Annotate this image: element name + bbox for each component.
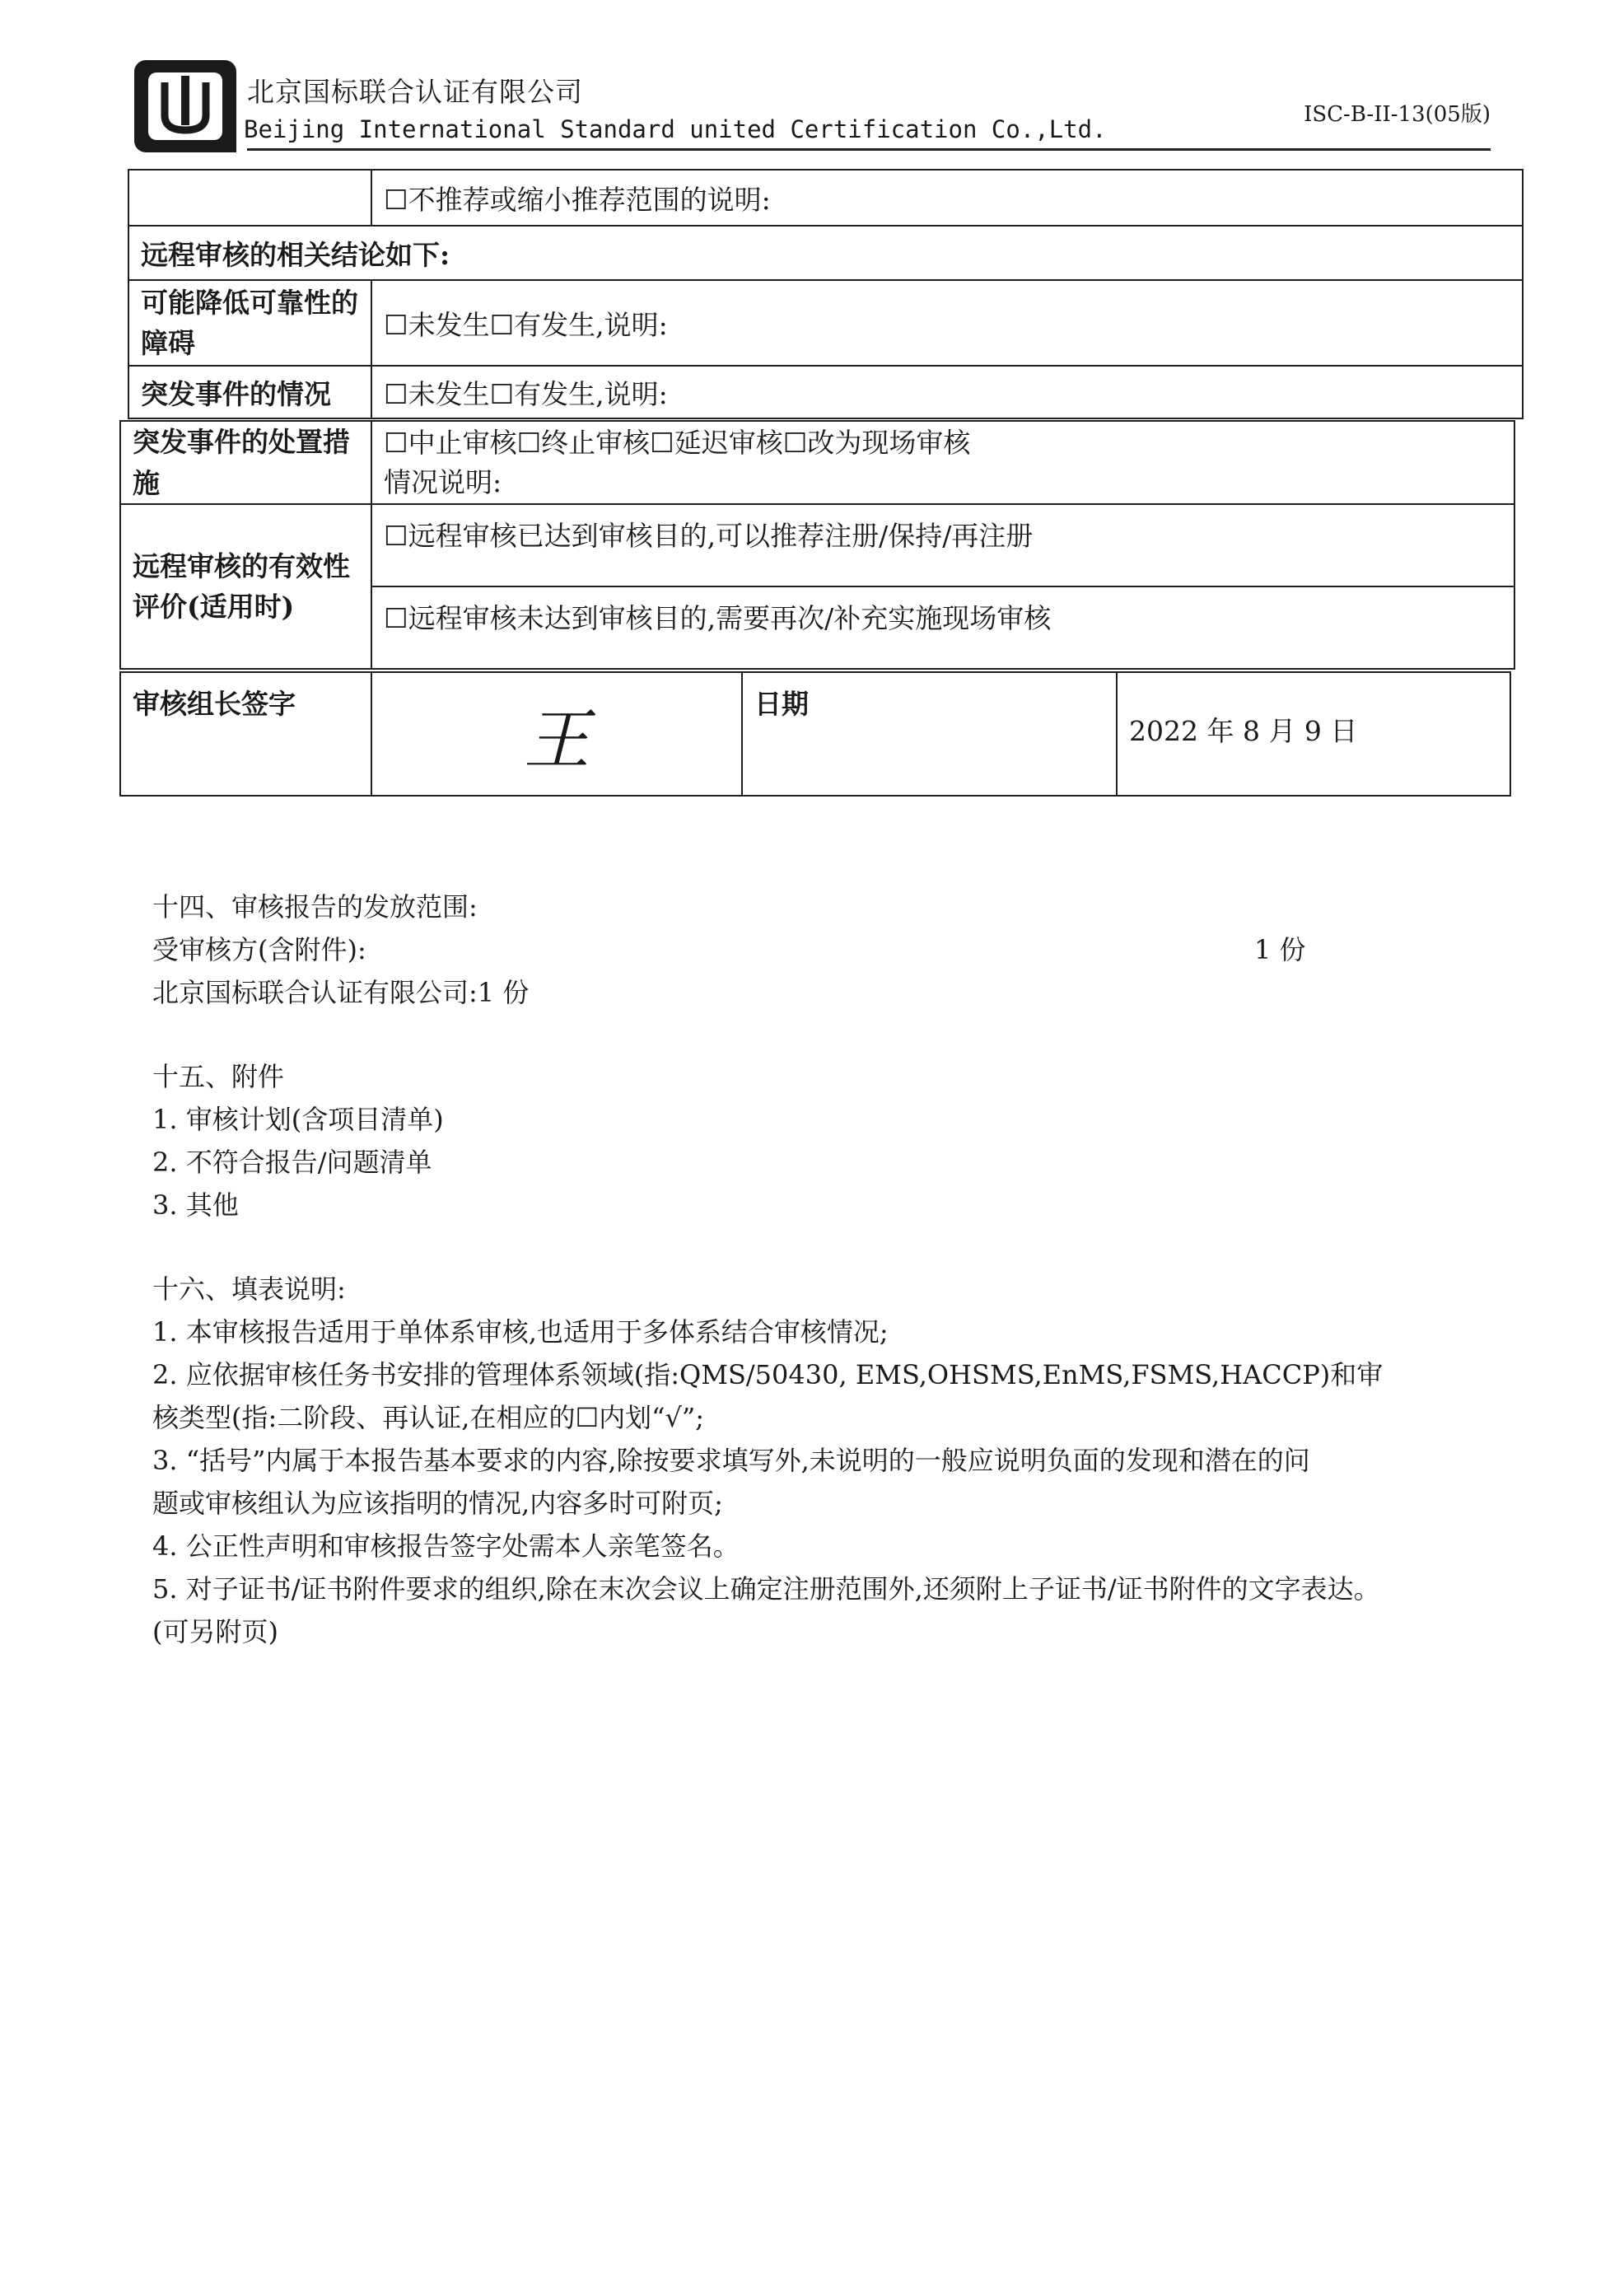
signature-table <box>119 671 1511 797</box>
measures-options: ☐中止审核☐终止审核☐延迟审核☐改为现场审核 <box>384 426 971 459</box>
instruction-line: 2. 应依据审核任务书安排的管理体系领域(指:QMS/50430, EMS,OHSMS,EnMS,FSMS,HACCP)和审 <box>152 1359 1384 1390</box>
remote-audit-table-mid <box>119 420 1515 670</box>
emergency-value: ☐未发生☐有发生,说明: <box>371 366 1523 418</box>
auditee-copies: 1 份 <box>1254 934 1306 965</box>
document-header <box>132 58 1491 157</box>
header-rule <box>247 148 1491 151</box>
measures-note: 情况说明: <box>384 465 502 498</box>
leader-sign-label: 审核组长签字 <box>120 672 371 796</box>
instruction-line: (可另附页) <box>152 1616 278 1647</box>
instruction-line: 5. 对子证书/证书附件要求的组织,除在末次会议上确定注册范围外,还须附上子证书/证书附件的文字表达。 <box>152 1573 1380 1605</box>
instruction-line: 3. “括号”内属于本报告基本要求的内容,除按要求填写外,未说明的一般应说明负面的发现和潜在的问 <box>152 1445 1310 1476</box>
instruction-line: 核类型(指:二阶段、再认证,在相应的☐内划“√”; <box>152 1402 705 1433</box>
auditee-label: 受审核方(含附件): <box>152 934 366 965</box>
emergency-label: 突发事件的情况 <box>128 366 371 418</box>
section15-title: 十五、附件 <box>152 1061 285 1092</box>
company-logo-icon <box>132 58 239 155</box>
date-value: 2022 年 8 月 9 日 <box>1117 672 1510 796</box>
obstacle-value: ☐未发生☐有发生,说明: <box>371 280 1523 366</box>
instruction-line: 4. 公正性声明和审核报告签字处需本人亲笔签名。 <box>152 1530 740 1562</box>
instruction-line: 题或审核组认为应该指明的情况,内容多时可附页; <box>152 1488 723 1519</box>
company-name-en: Beijing International Standard united Certification Co.,Ltd. <box>244 115 1107 143</box>
remote-audit-table-top <box>128 169 1524 419</box>
section14-title: 十四、审核报告的发放范围: <box>152 891 478 923</box>
measures-cell <box>371 421 1514 504</box>
date-label: 日期 <box>742 672 1117 796</box>
validity-yes: ☐远程审核已达到审核目的,可以推荐注册/保持/再注册 <box>371 504 1514 586</box>
attachment-item: 2. 不符合报告/问题清单 <box>152 1147 432 1178</box>
validity-no: ☐远程审核未达到审核目的,需要再次/补充实施现场审核 <box>371 586 1514 669</box>
instruction-line: 1. 本审核报告适用于单体系审核,也适用于多体系结合审核情况; <box>152 1316 889 1348</box>
section16-title: 十六、填表说明: <box>152 1273 346 1305</box>
document-code: ISC-B-II-13(05版) <box>1304 102 1491 127</box>
validity-label: 远程审核的有效性评价(适用时) <box>120 504 371 669</box>
attachment-item: 3. 其他 <box>152 1189 239 1221</box>
attachment-item: 1. 审核计划(含项目清单) <box>152 1104 444 1135</box>
company-copies: 北京国标联合认证有限公司:1 份 <box>152 977 530 1008</box>
company-name-cn: 北京国标联合认证有限公司 <box>247 76 583 108</box>
blank-cell <box>128 170 371 226</box>
obstacle-label: 可能降低可靠性的障碍 <box>128 280 371 366</box>
not-recommend-cell: ☐不推荐或缩小推荐范围的说明: <box>371 170 1523 226</box>
leader-signature: 王 <box>371 672 742 796</box>
report-notes <box>152 885 1486 1653</box>
remote-conclusion-heading: 远程审核的相关结论如下: <box>128 226 1523 280</box>
auditee-row <box>152 928 1486 971</box>
measures-label: 突发事件的处置措施 <box>120 421 371 504</box>
